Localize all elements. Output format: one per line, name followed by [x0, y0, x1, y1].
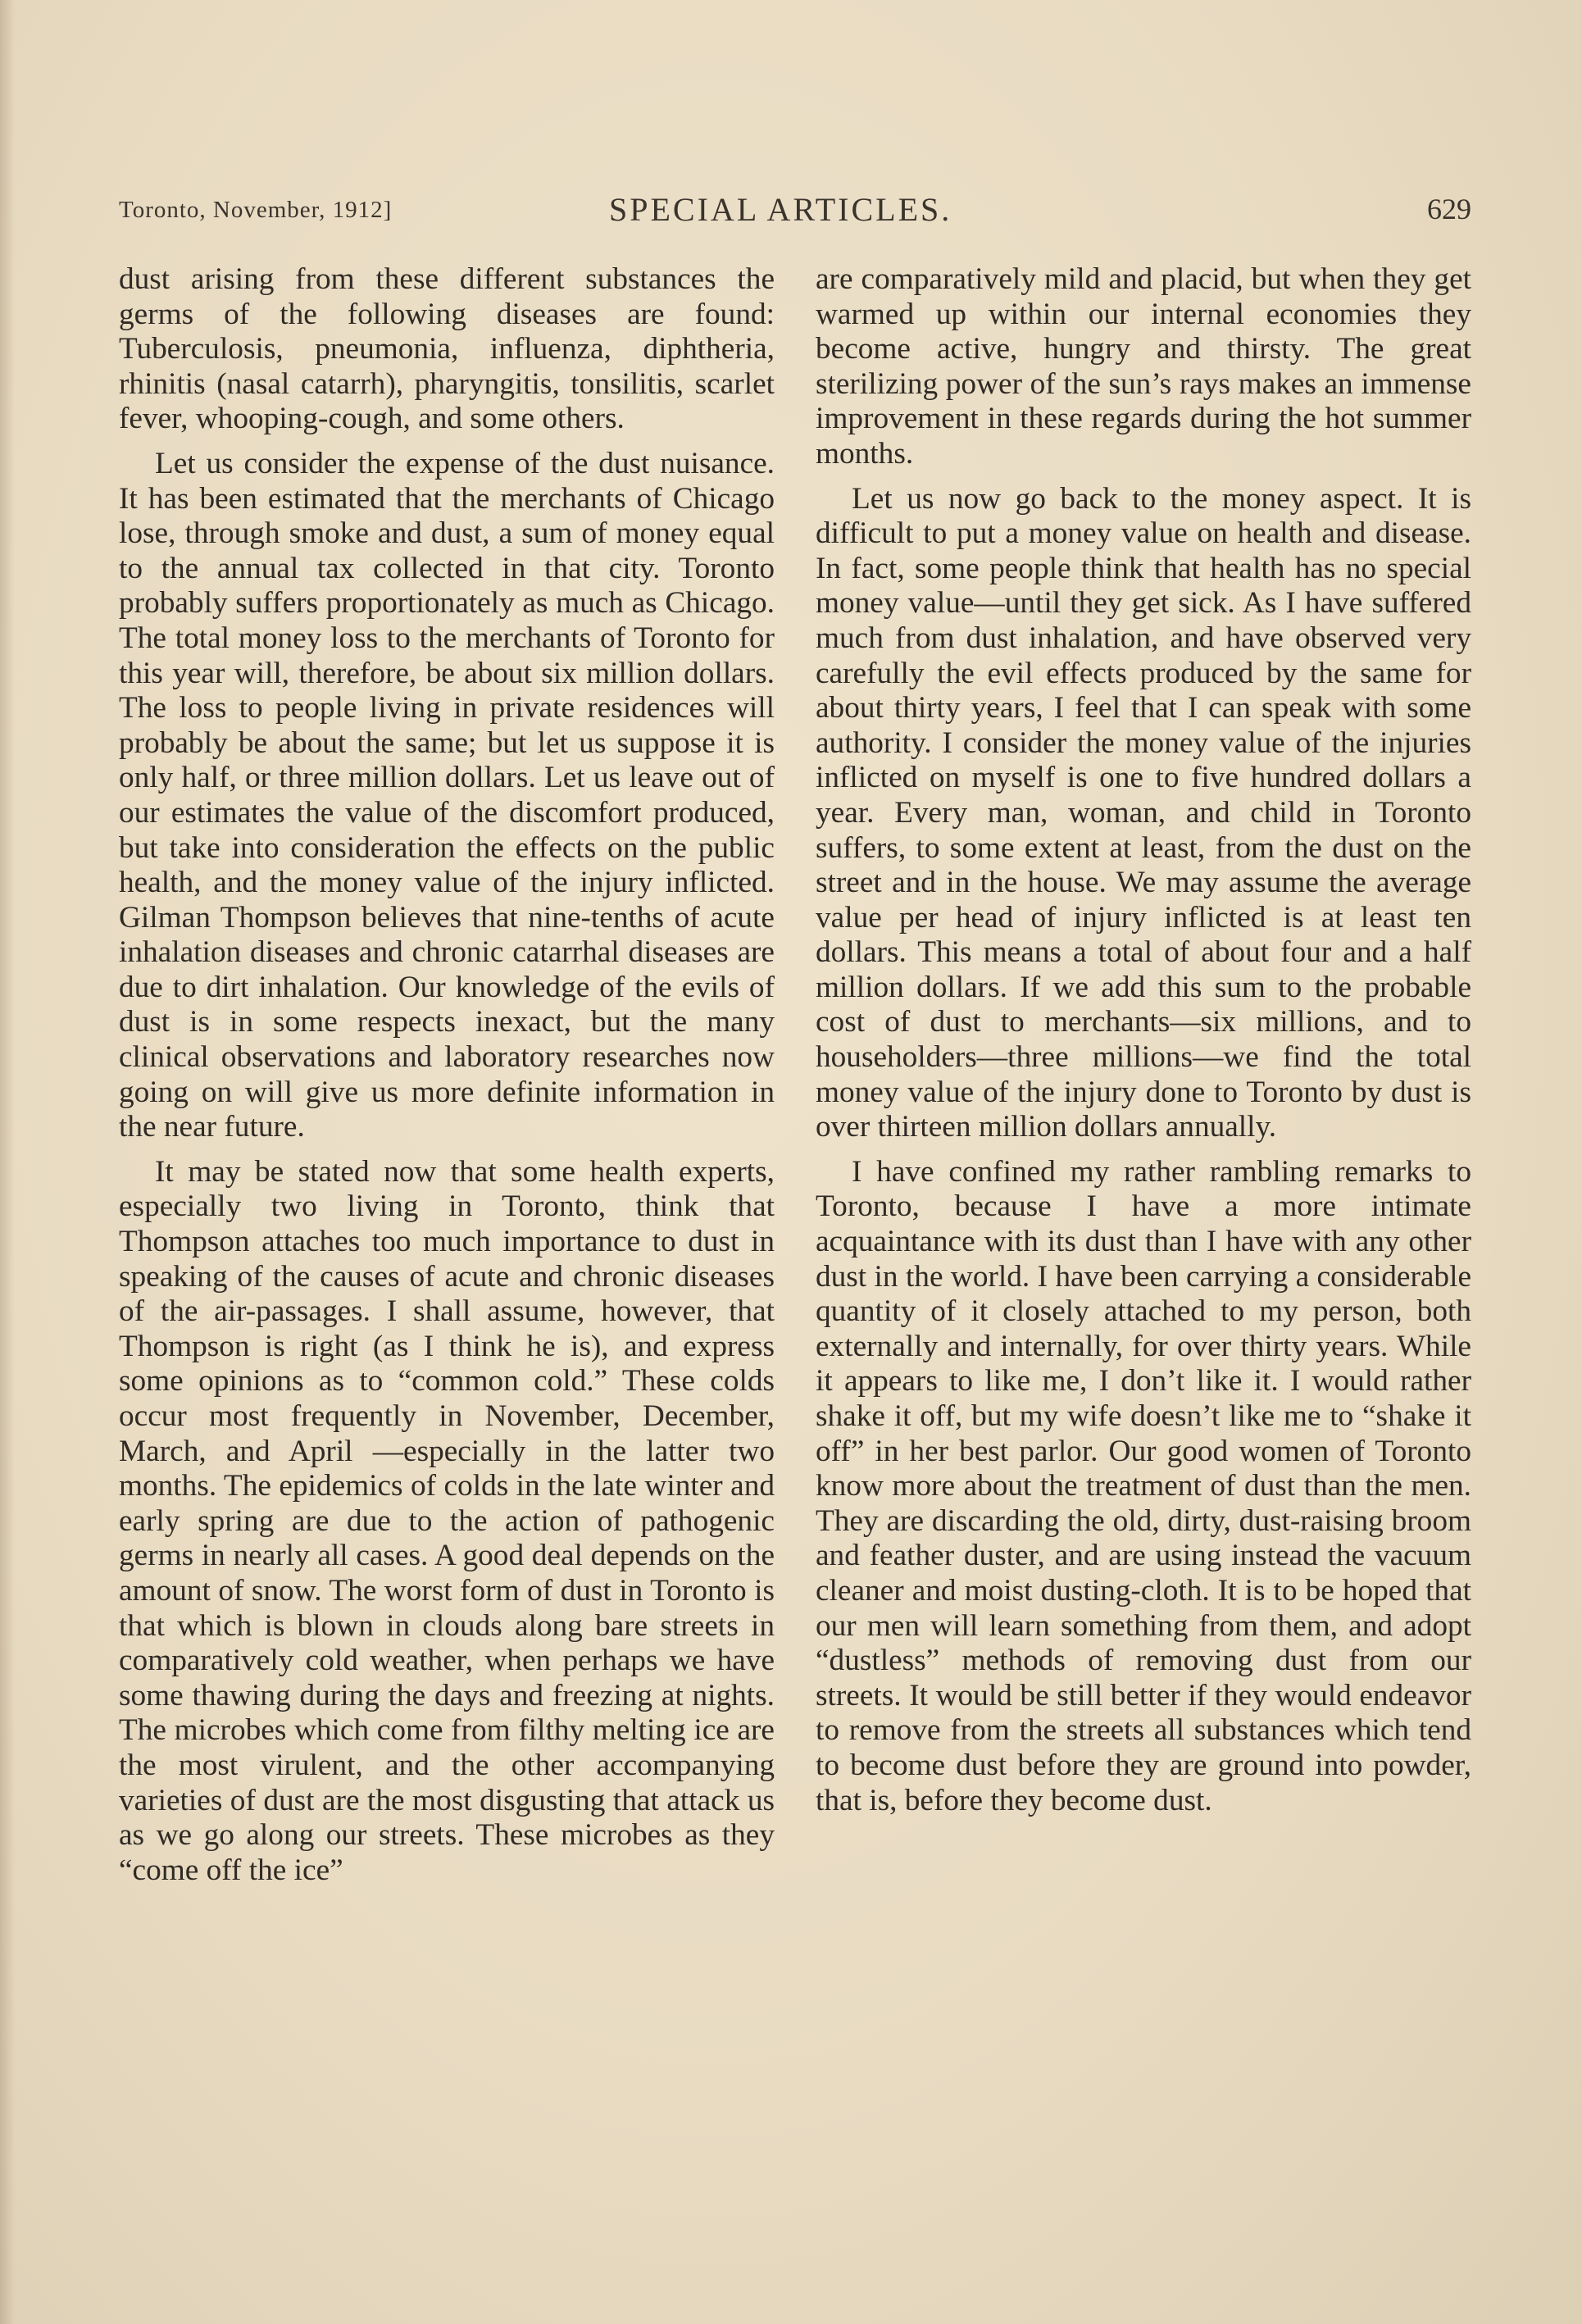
- left-column: [119, 262, 775, 1888]
- paragraph: dust arising from these different substances the germs of the following diseases are found: Tuberculosis, pneumonia, influenza, diphtheria, rhinitis (nasal catarrh), pharyngitis, tonsilitis, scarlet fever, whooping-cough, and some others.: [119, 262, 775, 436]
- header-date: Toronto, November, 1912]: [119, 197, 393, 223]
- paragraph: I have confined my rather rambling remarks to Toronto, because I have a more intimate acquaintance with its dust than I have with any other dust in the world. I have been carrying a considerable quantity of it closely attached to my person, both externally and internally, for over thirty years. While it appears to like me, I don’t like it. I would rather shake it off, but my wife doesn’t like me to “shake it off” in her best parlor. Our good women of Toronto know more about the treatment of dust than the men. They are discarding the old, dirty, dust-raising broom and feather duster, and are using instead the vacuum cleaner and moist dusting-cloth. It is to be hoped that our men will learn something from them, and adopt “dustless” methods of removing dust from our streets. It would be still better if they would endeavor to remove from the streets all substances which tend to become dust before they are ground into powder, that is, before they become dust.: [816, 1154, 1471, 1817]
- paragraph: It may be stated now that some health experts, especially two living in Toronto, think that Thompson attaches too much importance to dust in speaking of the causes of acute and chronic diseases of the air-passages. I shall assume, however, that Thompson is right (as I think he is), and express some opinions as to “common cold.” These colds occur most frequently in November, December, March, and April —especially in the latter two months. The epidemics of colds in the late winter and early spring are due to the action of pathogenic germs in nearly all cases. A good deal depends on the amount of snow. The worst form of dust in Toronto is that which is blown in clouds along bare streets in comparatively cold weather, when perhaps we have some thawing during the days and freezing at nights. The microbes which come from filthy melting ice are the most virulent, and the other accompanying varieties of dust are the most disgusting that attack us as we go along our streets. These microbes as they “come off the ice”: [119, 1154, 775, 1887]
- paragraph: Let us consider the expense of the dust nuisance. It has been estimated that the merchants of Chicago lose, through smoke and dust, a sum of money equal to the annual tax collected in that city. Toronto probably suffers proportionately as much as Chicago. The total money loss to the merchants of Toronto for this year will, therefore, be about six million dollars. The loss to people living in private residences will probably be about the same; but let us suppose it is only half, or three million dollars. Let us leave out of our estimates the value of the discomfort produced, but take into consideration the effects on the public health, and the money value of the injury inflicted. Gilman Thompson believes that nine-tenths of acute inhalation diseases and chronic catarrhal diseases are due to dirt inhalation. Our knowledge of the evils of dust is in some respects inexact, but the many clinical observations and laboratory researches now going on will give us more definite information in the near future.: [119, 446, 775, 1144]
- section-title: SPECIAL ARTICLES.: [609, 191, 952, 228]
- paragraph: Let us now go back to the money aspect. It is difficult to put a money value on health and disease. In fact, some people think that health has no special money value—until they get sick. As I have suffered much from dust inhalation, and have observed very carefully the evil effects produced by the same for about thirty years, I feel that I can speak with some authority. I consider the money value of the injuries inflicted on myself is one to five hundred dollars a year. Every man, woman, and child in Toronto suffers, to some extent at least, from the dust on the street and in the house. We may assume the average value per head of injury inflicted is at least ten dollars. This means a total of about four and a half million dollars. If we add this sum to the probable cost of dust to merchants—six millions, and to householders—three millions—we find the total money value of the injury done to Toronto by dust is over thirteen million dollars annually.: [816, 481, 1471, 1144]
- running-header: [119, 190, 1471, 239]
- right-column: [816, 262, 1471, 1818]
- paragraph: are comparatively mild and placid, but when they get warmed up within our internal economies they become active, hungry and thirsty. The great sterilizing power of the sun’s rays makes an immense improvement in these regards during the hot summer months.: [816, 262, 1471, 471]
- page-edge-shadow: [0, 0, 15, 2324]
- page-number: 629: [1427, 193, 1471, 225]
